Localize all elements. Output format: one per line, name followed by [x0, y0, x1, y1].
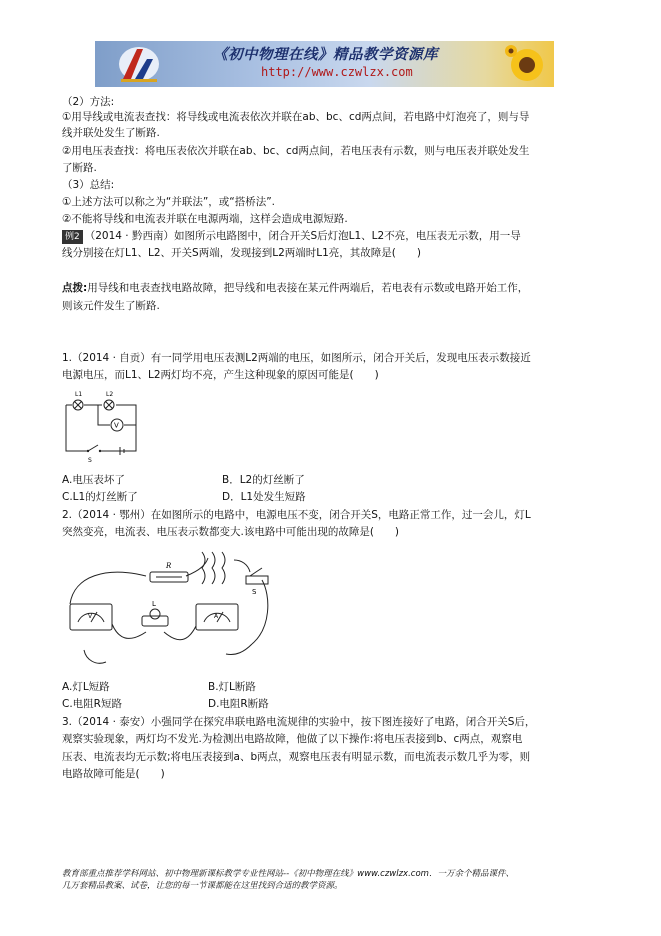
method-item2-line1: ②用电压表查找：将电压表依次并联在ab、bc、cd两点间，若电压表有示数，则与电压表并联处发生 — [62, 145, 530, 157]
q2-line2: 突然变亮，电流表、电压表示数都变大.该电路中可能出现的故障是( ) — [62, 526, 400, 538]
summary-item1: ①上述方法可以称之为“并联法”，或“搭桥法”. — [62, 196, 276, 208]
q1-option-b: B．L2的灯丝断了 — [222, 474, 305, 486]
q1-option-a: A.电压表坏了 — [62, 474, 125, 486]
q2-fig-label-r: R — [166, 562, 172, 570]
q3-line4: 电路故障可能是( ) — [62, 768, 165, 780]
tip-text-line1: 用导线和电表查找电路故障，把导线和电表接在某元件两端后，若电表有示数或电路开始工作， — [87, 282, 529, 294]
method-item1-line2: 线并联处发生了断路. — [62, 127, 160, 139]
q2-circuit-picture — [66, 546, 276, 672]
tip-line1 — [62, 281, 528, 295]
q2-fig-label-l: L — [152, 600, 156, 608]
q3-line1: 3.（2014 · 泰安）小强同学在探究串联电路电流规律的实验中，按下图连接好了电路，闭合开关S后， — [62, 716, 536, 728]
site-logo-icon — [117, 45, 161, 83]
q2-line1: 2.（2014 · 鄂州）在如图所示的电路中，电源电压不变，闭合开关S，电路正常工作，过一会儿，灯L — [62, 509, 531, 521]
example2-line2: 线分别接在灯L1、L2、开关S两端，发现接到L2两端时L1亮，其故障是( ) — [62, 247, 421, 259]
q1-fig-label-s: S — [88, 457, 92, 464]
method-item2-line2: 了断路. — [62, 162, 97, 174]
method-item1-line1: ①用导线或电流表查找：将导线或电流表依次并联在ab、bc、cd两点间，若电路中灯泡亮了，则与导 — [62, 111, 530, 123]
q1-line2: 电源电压，而L1、L2两灯均不亮，产生这种现象的原因可能是( ) — [62, 369, 379, 381]
q1-line1: 1.（2014 · 自贡）有一同学用电压表测L2两端的电压，如图所示，闭合开关后，发现电压表示数接近 — [62, 352, 531, 364]
summary-heading: （3）总结: — [62, 179, 115, 191]
q2-fig-label-s: S — [252, 588, 257, 596]
banner-title: 《初中物理在线》精品教学资源库 — [213, 47, 438, 63]
summary-item2: ②不能将导线和电流表并联在电源两端，这样会造成电源短路. — [62, 213, 348, 225]
example-tag: 例2 — [62, 230, 83, 244]
q2-option-c: C.电阻R短路 — [62, 698, 122, 710]
q2-fig-label-v: V — [88, 613, 93, 620]
q2-option-d: D.电阻R断路 — [208, 698, 269, 710]
q3-line3: 压表、电流表均无示数;将电压表接到a、b两点，观察电压表有明显示数，而电流表示数几乎为零，则 — [62, 751, 531, 763]
sunflower-icon — [503, 43, 551, 87]
tip-label: 点拨: — [62, 282, 88, 294]
example2-line1 — [62, 229, 521, 244]
q1-circuit-diagram — [62, 385, 144, 465]
q3-line2: 观察实验现象，两灯均不发光.为检测出电路故障，他做了以下操作:将电压表接到b、c两点，观察电 — [62, 733, 523, 745]
method-heading: （2）方法: — [62, 96, 115, 108]
q1-option-c: C.L1的灯丝断了 — [62, 491, 138, 503]
q2-option-b: B.灯L断路 — [208, 681, 256, 693]
tip-line2: 则该元件发生了断路. — [62, 300, 160, 312]
example2-text-line1: （2014 · 黔西南）如图所示电路图中，闭合开关S后灯泡L1、L2不亮，电压表无示数，用一导 — [84, 230, 521, 242]
q2-fig-label-a: A — [214, 613, 219, 620]
banner-url[interactable]: http://www.czwlzx.com — [261, 65, 413, 79]
q1-fig-label-v: V — [114, 421, 119, 430]
q1-option-d: D．L1处发生短路 — [222, 491, 306, 503]
q2-option-a: A.灯L短路 — [62, 681, 110, 693]
q1-fig-label-l1: L1 — [75, 391, 83, 398]
header-banner — [95, 41, 554, 87]
q1-fig-label-l2: L2 — [106, 391, 114, 398]
footer-line2: 几万套精品教案、试卷，让您的每一节课都能在这里找到合适的教学资源。 — [62, 881, 343, 891]
footer-line1: 教育部重点推荐学科网站、初中物理新课标教学专业性网站--《初中物理在线》www.czwlzx.com．一万余个精品课件、 — [62, 869, 514, 879]
